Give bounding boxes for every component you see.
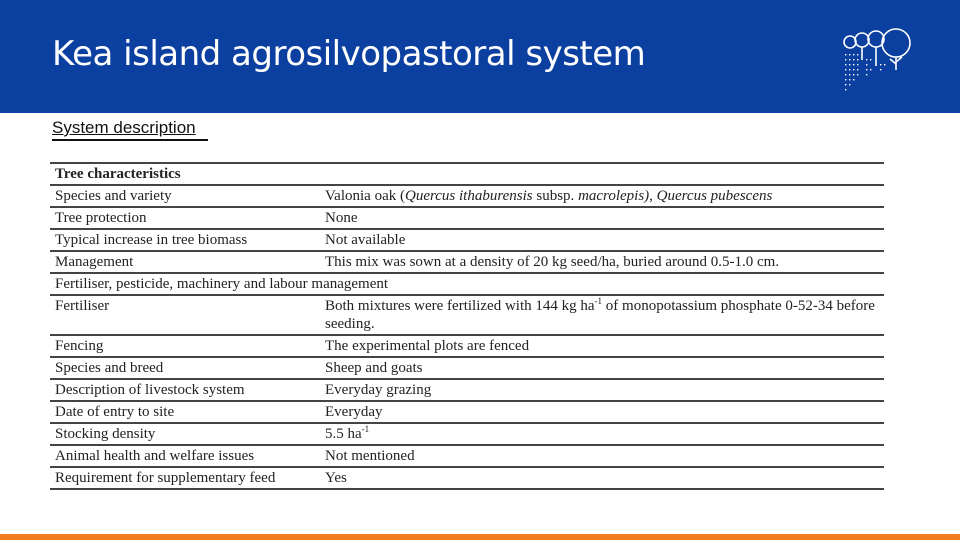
row-value: Everyday grazing bbox=[325, 382, 432, 398]
table-row bbox=[50, 402, 884, 424]
row-value: Everyday bbox=[325, 404, 383, 420]
row-value: None bbox=[325, 210, 358, 226]
value-text: subsp. bbox=[532, 188, 579, 204]
row-label: Requirement for supplementary feed bbox=[55, 470, 276, 486]
trees-logo-icon bbox=[836, 26, 916, 94]
table-row bbox=[50, 468, 884, 490]
value-italic: macrolepis), Quercus pubescens bbox=[578, 188, 773, 204]
row-label: Typical increase in tree biomass bbox=[55, 232, 248, 248]
table-header-text: Tree characteristics bbox=[55, 166, 181, 182]
row-label: Description of livestock system bbox=[55, 382, 245, 398]
value-text: of monopotassium phosphate 0-52-34 before seeding. bbox=[325, 298, 875, 332]
value-italic: Quercus ithaburensis bbox=[404, 188, 533, 204]
section-subtitle: System description bbox=[52, 118, 196, 137]
row-value bbox=[325, 297, 877, 333]
table-row bbox=[50, 296, 884, 336]
value-superscript: -1 bbox=[594, 296, 603, 306]
row-label: Tree protection bbox=[55, 210, 147, 226]
row-value: This mix was sown at a density of 20 kg seed/ha, buried around 0.5-1.0 cm. bbox=[325, 254, 780, 270]
subtitle-underline bbox=[52, 139, 208, 141]
row-label: Management bbox=[55, 254, 134, 270]
row-label: Fertiliser bbox=[55, 298, 110, 314]
row-value: Sheep and goats bbox=[325, 360, 423, 376]
row-value: Not available bbox=[325, 232, 406, 248]
table-row bbox=[50, 252, 884, 274]
row-label: Species and breed bbox=[55, 360, 164, 376]
table-row bbox=[50, 358, 884, 380]
table-row bbox=[50, 424, 884, 446]
table-section-row bbox=[50, 274, 884, 296]
row-label: Stocking density bbox=[55, 426, 156, 442]
row-label: Fencing bbox=[55, 338, 104, 354]
table-row bbox=[50, 336, 884, 358]
row-label: Animal health and welfare issues bbox=[55, 448, 255, 464]
value-superscript: -1 bbox=[361, 424, 370, 434]
value-text: Both mixtures were fertilized with 144 kg ha bbox=[325, 298, 595, 314]
table-header-row bbox=[50, 164, 884, 186]
table-row bbox=[50, 446, 884, 468]
slide-title: Kea island agrosilvopastoral system bbox=[52, 34, 646, 74]
row-value: Yes bbox=[325, 470, 347, 486]
row-value bbox=[325, 425, 877, 443]
row-label: Species and variety bbox=[55, 188, 172, 204]
table-row bbox=[50, 186, 884, 208]
value-text: Valonia oak ( bbox=[325, 188, 405, 204]
table-row bbox=[50, 208, 884, 230]
section-text: Fertiliser, pesticide, machinery and labour management bbox=[55, 276, 389, 292]
title-banner bbox=[0, 0, 960, 113]
row-label: Date of entry to site bbox=[55, 404, 175, 420]
system-description-table bbox=[50, 162, 884, 490]
value-text: 5.5 ha bbox=[325, 426, 362, 442]
footer-accent-bar bbox=[0, 534, 960, 540]
row-value: The experimental plots are fenced bbox=[325, 338, 530, 354]
table-row bbox=[50, 380, 884, 402]
row-value bbox=[325, 187, 877, 205]
table-row bbox=[50, 230, 884, 252]
row-value: Not mentioned bbox=[325, 448, 415, 464]
